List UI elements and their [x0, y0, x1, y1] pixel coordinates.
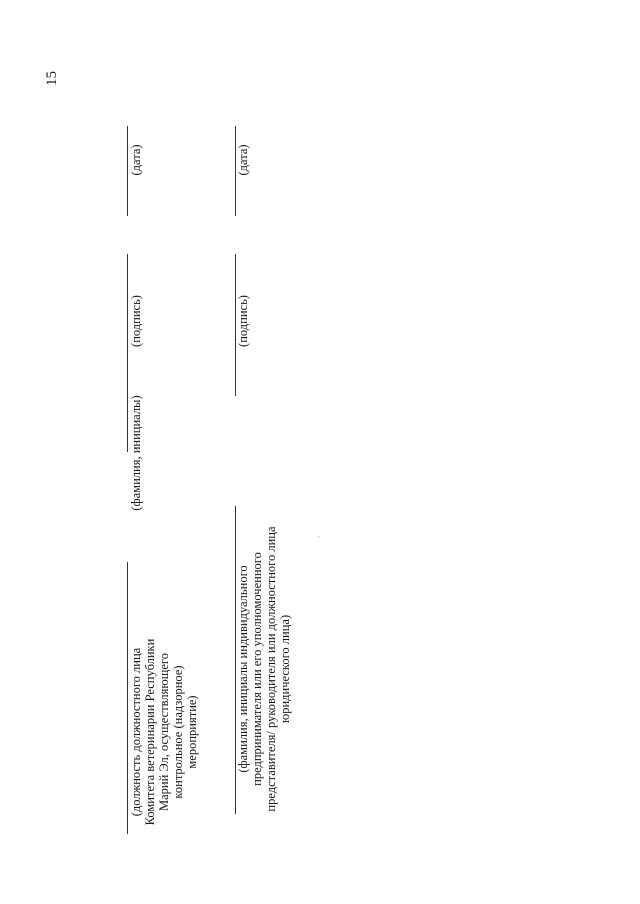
scan-speck [318, 536, 320, 538]
position-line [127, 562, 128, 834]
inspector-signature-caption: (подпись) [129, 295, 143, 347]
date-line [127, 126, 128, 216]
inspector-name-caption: (фамилия, инициалы) [129, 395, 143, 511]
inspected-date-caption: (дата) [236, 144, 250, 176]
inspector-date-caption: (дата) [129, 144, 143, 176]
page-number: 15 [44, 71, 60, 86]
signature-line [127, 254, 128, 396]
inspector-position-caption: (должность должностного лица Комитета ветеринарии Республики Марий Эл, осуществляющего контрольное (надзорное) мероприятие) [129, 638, 199, 826]
inspected-signature-caption: (подпись) [236, 295, 250, 347]
inspected-name-caption: (фамилия, инициалы индивидуального предпринимателя или его уполномоченного представителя/ руководителя или должностного лица юридического лица) [236, 526, 292, 812]
